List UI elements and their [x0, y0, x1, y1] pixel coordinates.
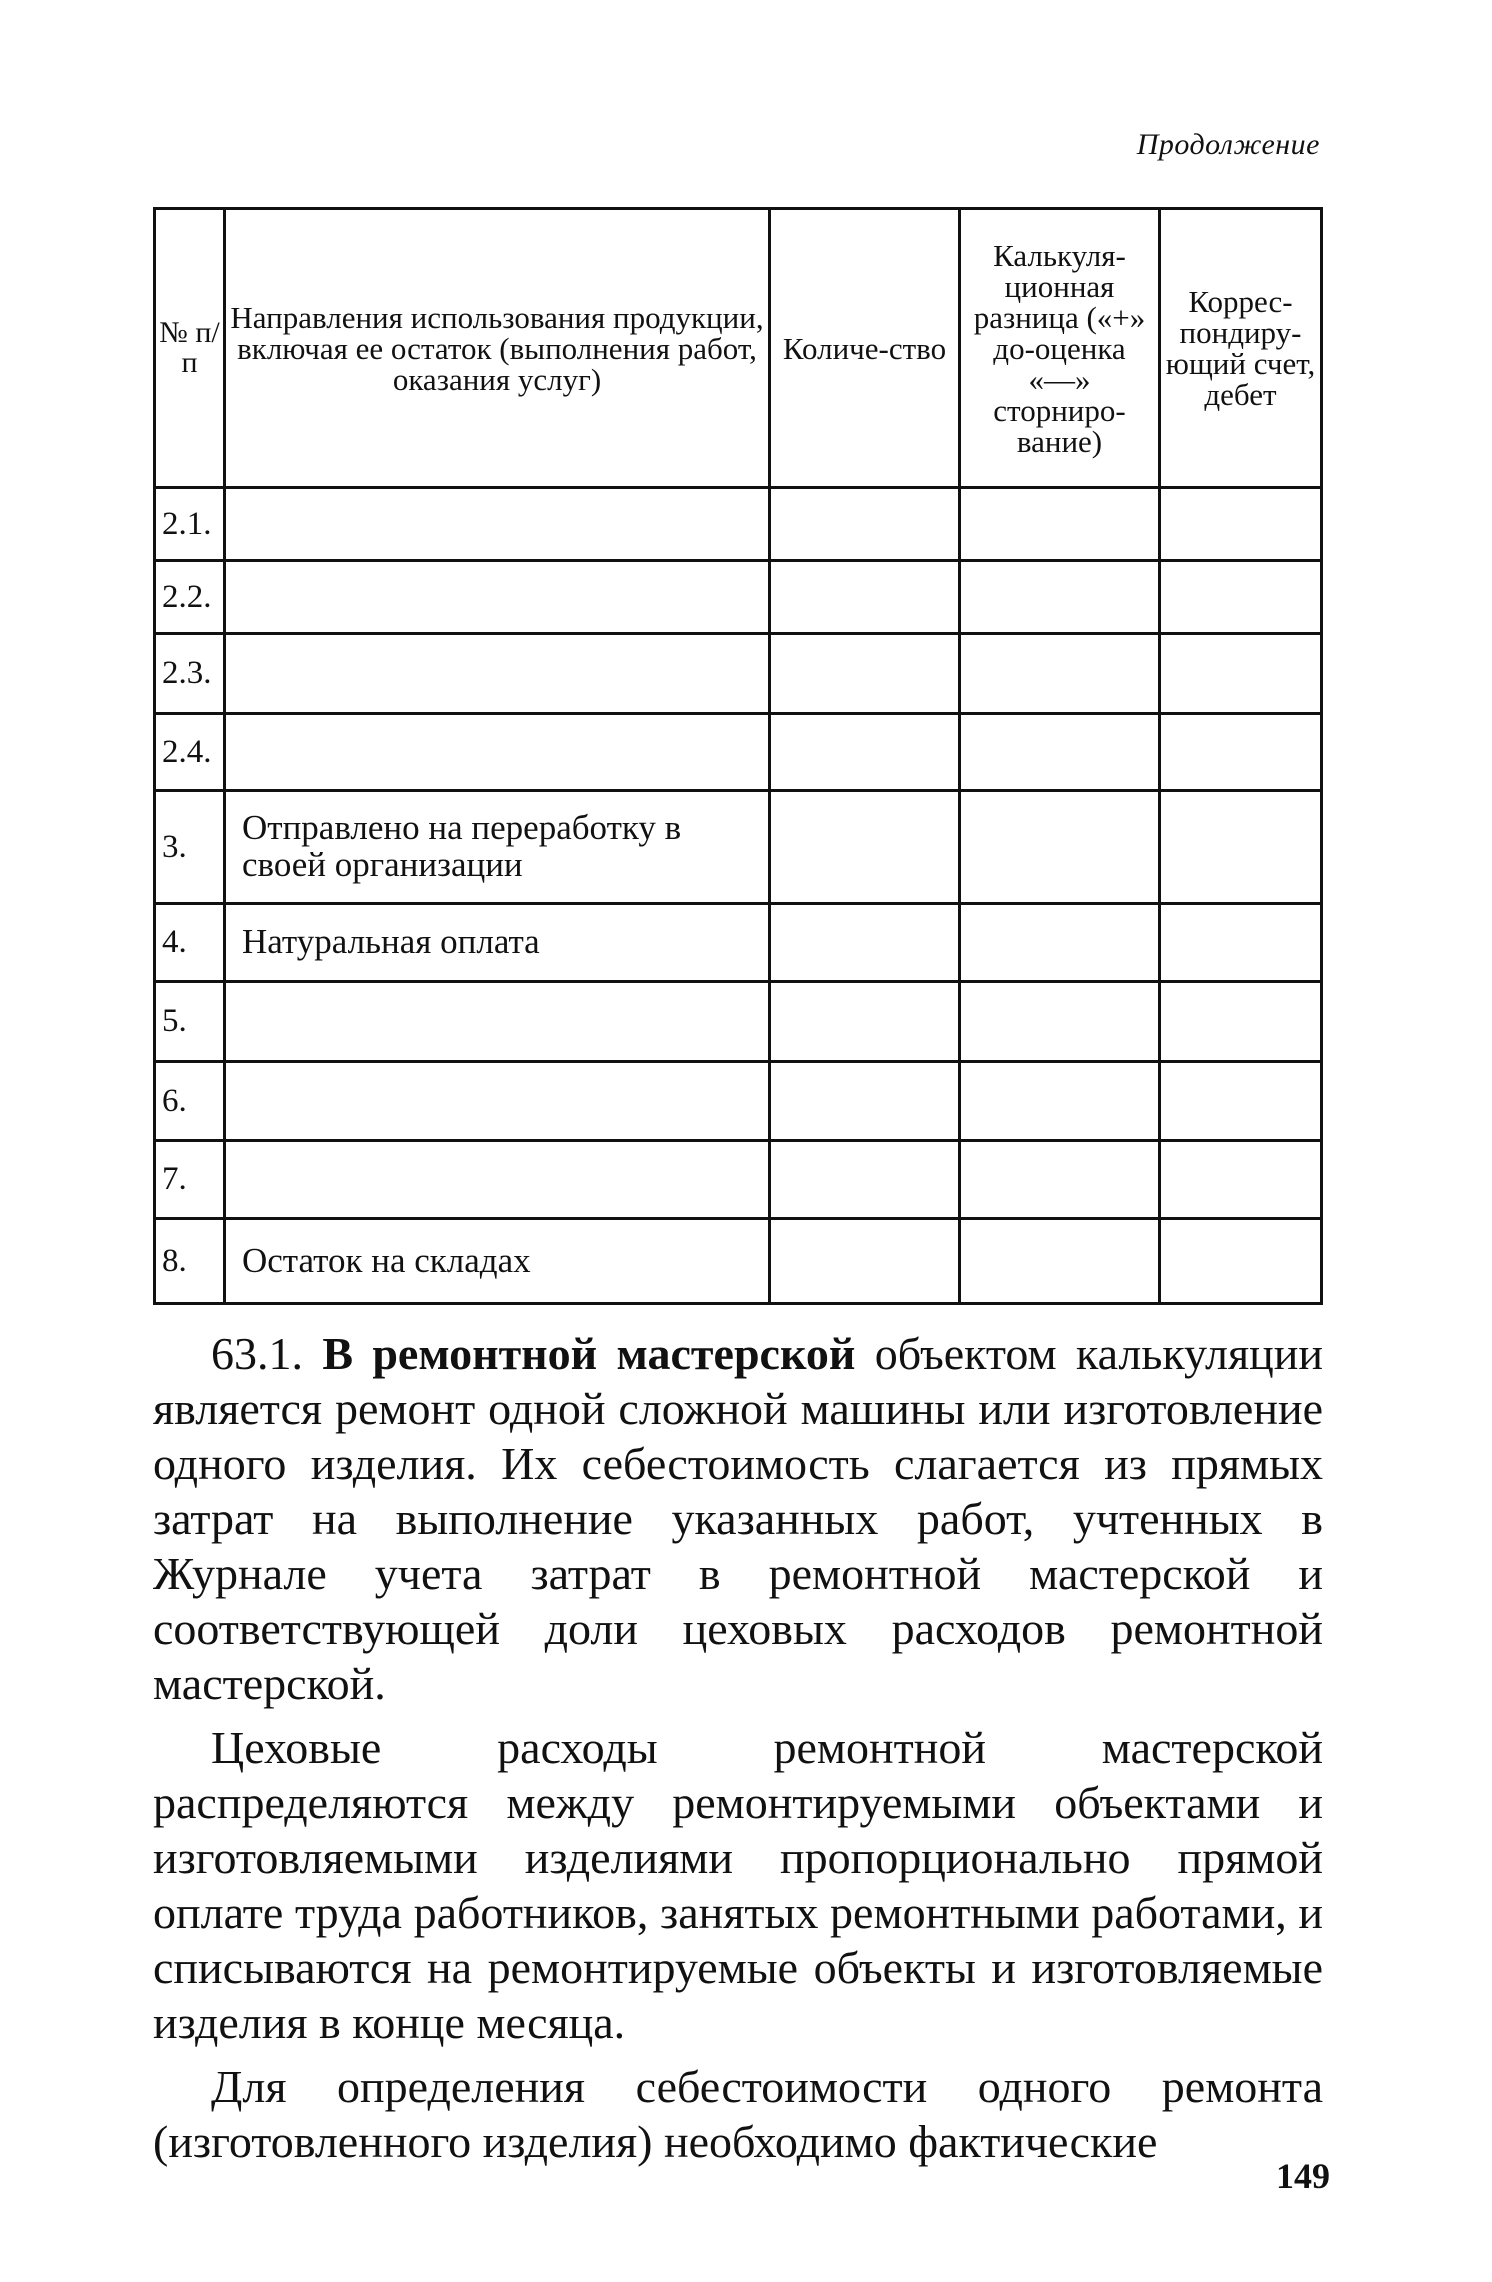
paragraph-cost-determination: Для определения себестоимости одного ремонта (изготовленного изделия) необходимо фактические	[153, 2061, 1323, 2167]
page-number: 149	[1276, 2156, 1330, 2196]
paragraph-text: объектом калькуляции является ремонт одной сложной машины или изготовление одного изделия. Их себестоимость слагается из прямых затрат на выполнение указанных работ, учтенных в Журнале учета затрат в ремонтной мастерской и соответствующей доли цеховых расходов ремонтной мастерской.	[153, 1328, 1323, 1709]
cell-quantity	[770, 904, 960, 982]
table-row	[155, 1141, 1322, 1219]
accounting-table	[153, 207, 1320, 1305]
table-row	[155, 488, 1322, 561]
cell-quantity	[770, 1062, 960, 1141]
table-row	[155, 714, 1322, 791]
cell-quantity	[770, 982, 960, 1062]
cell-number: 3.	[155, 791, 225, 904]
cell-calc-difference	[960, 1219, 1160, 1304]
cell-direction: Остаток на складах	[225, 1219, 770, 1304]
cell-quantity	[770, 1141, 960, 1219]
cell-account	[1160, 488, 1322, 561]
col-header-account: Коррес-пондиру-ющий счет, дебет	[1160, 209, 1322, 488]
table-row	[155, 904, 1322, 982]
table-row	[155, 1062, 1322, 1141]
cell-account	[1160, 1062, 1322, 1141]
cell-number: 6.	[155, 1062, 225, 1141]
table-row	[155, 561, 1322, 634]
cell-account	[1160, 634, 1322, 714]
table-row	[155, 634, 1322, 714]
table-row	[155, 982, 1322, 1062]
cell-quantity	[770, 791, 960, 904]
body-text	[153, 1326, 1323, 2178]
cell-account	[1160, 982, 1322, 1062]
cell-direction	[225, 1141, 770, 1219]
cell-number: 2.1.	[155, 488, 225, 561]
cell-calc-difference	[960, 634, 1160, 714]
cell-calc-difference	[960, 982, 1160, 1062]
cell-quantity	[770, 714, 960, 791]
continuation-label: Продолжение	[1136, 128, 1320, 161]
section-heading: В ремонтной мастерской	[322, 1328, 856, 1379]
cell-calc-difference	[960, 1062, 1160, 1141]
section-number: 63.1.	[211, 1328, 303, 1379]
table-header-row	[155, 209, 1322, 488]
cell-quantity	[770, 561, 960, 634]
cell-number: 2.2.	[155, 561, 225, 634]
col-header-calc-difference: Калькуля-ционная разница («+» до-оценка «—» сторниро-вание)	[960, 209, 1160, 488]
cell-direction	[225, 982, 770, 1062]
cell-direction: Отправлено на переработку в своей организации	[225, 791, 770, 904]
cell-account	[1160, 1219, 1322, 1304]
cell-calc-difference	[960, 488, 1160, 561]
cell-quantity	[770, 1219, 960, 1304]
paragraph-workshop-costing	[153, 1326, 1323, 1711]
cell-number: 5.	[155, 982, 225, 1062]
cell-number: 7.	[155, 1141, 225, 1219]
cell-calc-difference	[960, 561, 1160, 634]
cell-account	[1160, 1141, 1322, 1219]
cell-direction	[225, 714, 770, 791]
cell-quantity	[770, 634, 960, 714]
cell-number: 2.3.	[155, 634, 225, 714]
cell-account	[1160, 904, 1322, 982]
cell-direction	[225, 1062, 770, 1141]
col-header-number: № п/п	[155, 209, 225, 488]
table-row	[155, 791, 1322, 904]
cell-calc-difference	[960, 714, 1160, 791]
cell-number: 4.	[155, 904, 225, 982]
cell-direction	[225, 561, 770, 634]
col-header-quantity: Количе-ство	[770, 209, 960, 488]
cell-calc-difference	[960, 1141, 1160, 1219]
cell-direction	[225, 488, 770, 561]
cell-number: 8.	[155, 1219, 225, 1304]
cell-quantity	[770, 488, 960, 561]
cell-account	[1160, 791, 1322, 904]
paragraph-overhead-distribution: Цеховые расходы ремонтной мастерской распределяются между ремонтируемыми объектами и изготовляемыми изделиями пропорционально прямой оплате труда работников, занятых ремонтными работами, и списываются на ремонтируемые объекты и изготовляемые изделия в конце месяца.	[153, 1722, 1323, 2048]
cell-calc-difference	[960, 904, 1160, 982]
col-header-direction: Направления использования продукции, включая ее остаток (выполнения работ, оказания услуг)	[225, 209, 770, 488]
cell-account	[1160, 561, 1322, 634]
cell-direction: Натуральная оплата	[225, 904, 770, 982]
cell-account	[1160, 714, 1322, 791]
cell-calc-difference	[960, 791, 1160, 904]
table-row	[155, 1219, 1322, 1304]
cell-number: 2.4.	[155, 714, 225, 791]
cell-direction	[225, 634, 770, 714]
